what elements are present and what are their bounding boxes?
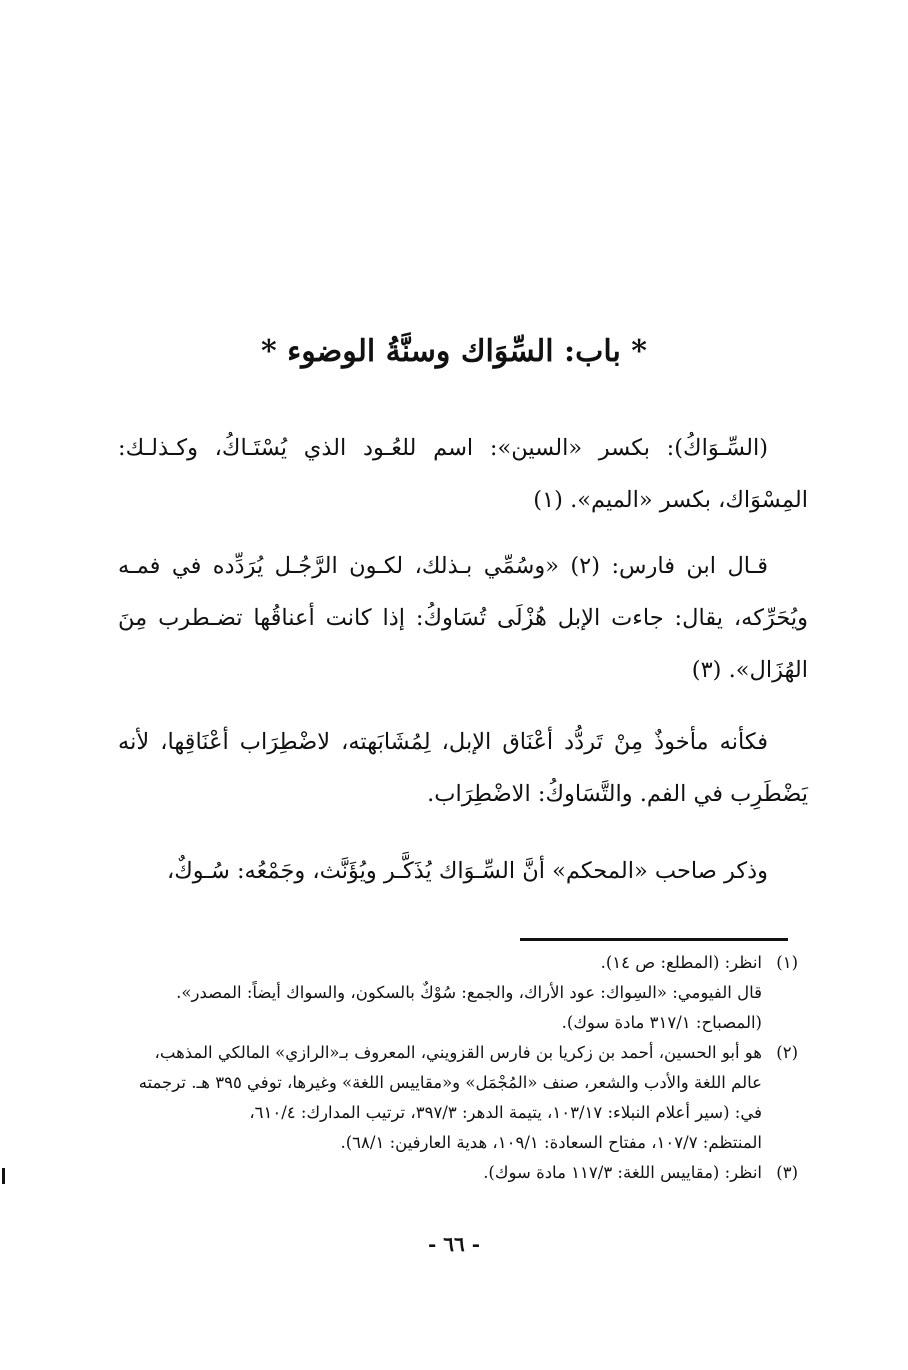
footnote-number: (١)	[776, 953, 798, 972]
paragraph-text: فكأنه مأخوذٌ مِنْ تَردُّد أعْنَاق الإبل، لِمُشَابَهته، لاضْطِرَاب أعْنَاقِها، لأنه يَضْطَرِب في الفم. والتَّسَاوكُ: الاضْطِرَاب.	[118, 729, 808, 807]
footnote-line: قال الفيومي: «السِواك: عود الأراك، والجمع: سُوْكٌ بالسكون، والسواك أيضاً: المصدر».	[176, 983, 762, 1002]
paragraph-etymology	[118, 716, 808, 820]
footnote-line: انظر: (المطلع: ص ١٤).	[600, 953, 762, 972]
footnotes	[118, 948, 798, 1188]
paragraph-text: (السِّـوَاكُ): بكسر «السين»: اسم للعُـود الذي يُسْتَـاكُ، وكـذلـك: المِسْوَاك، بكسر «الميم». (١)	[118, 435, 808, 513]
footnote-line: انظر: (مقاييس اللغة: ١١٧/٣ مادة سوك).	[483, 1163, 762, 1182]
footnote-line: عالم اللغة والأدب والشعر، صنف «المُجْمَل» و«مقاييس اللغة» وغيرها، توفي ٣٩٥ هـ. ترجمته	[138, 1073, 762, 1092]
footnote-line: في: (سير أعلام النبلاء: ١٠٣/١٧، يتيمة الدهر: ٣٩٧/٣، ترتيب المدارك: ٦١٠/٤،	[249, 1103, 762, 1122]
paragraph-text: وذكر صاحب «المحكم» أنَّ السِّـوَاك يُذَكَّـر ويُؤَنَّث، وجَمْعُه: سُـوكٌ،	[166, 858, 768, 884]
footnote-number: (٣)	[776, 1163, 798, 1182]
scan-edge-mark	[2, 1168, 5, 1184]
paragraph-ibn-faris-quote	[118, 540, 808, 696]
footnote-number: (٢)	[776, 1043, 798, 1062]
footnote-separator	[520, 938, 788, 941]
footnote-body	[118, 1038, 762, 1158]
paragraph-text: قـال ابن فارس: (٢) «وسُمِّي بـذلك، لكـون الرَّجُـل يُرَدِّده في فمـه ويُحَرِّكه، يقال: جاءت الإبل هُزْلَى تُسَاوكُ: إذا كانت أعناقُها تضـطرب مِنَ الهُزَال». (٣)	[118, 553, 808, 683]
footnote-body	[118, 1158, 762, 1188]
page-number: - ٦٦ -	[427, 1232, 480, 1256]
footnote-2	[118, 1038, 798, 1158]
footnote-3	[118, 1158, 798, 1188]
paragraph-siwak-definition	[118, 422, 808, 526]
chapter-title: * باب: السِّوَاك وسنَّةُ الوضوء *	[260, 334, 647, 369]
footnote-line: المنتظم: ١٠٧/٧، مفتاح السعادة: ١٠٩/١، هدية العارفين: ٦٨/١).	[340, 1133, 762, 1152]
footnote-body	[118, 948, 762, 1038]
footnote-1	[118, 948, 798, 1038]
footnote-line: هو أبو الحسين، أحمد بن زكريا بن فارس القزويني، المعروف بـ«الرازي» المالكي المذهب،	[154, 1043, 762, 1062]
paragraph-muhkam	[118, 845, 808, 897]
footnote-line: (المصباح: ٣١٧/١ مادة سوك).	[561, 1013, 762, 1032]
